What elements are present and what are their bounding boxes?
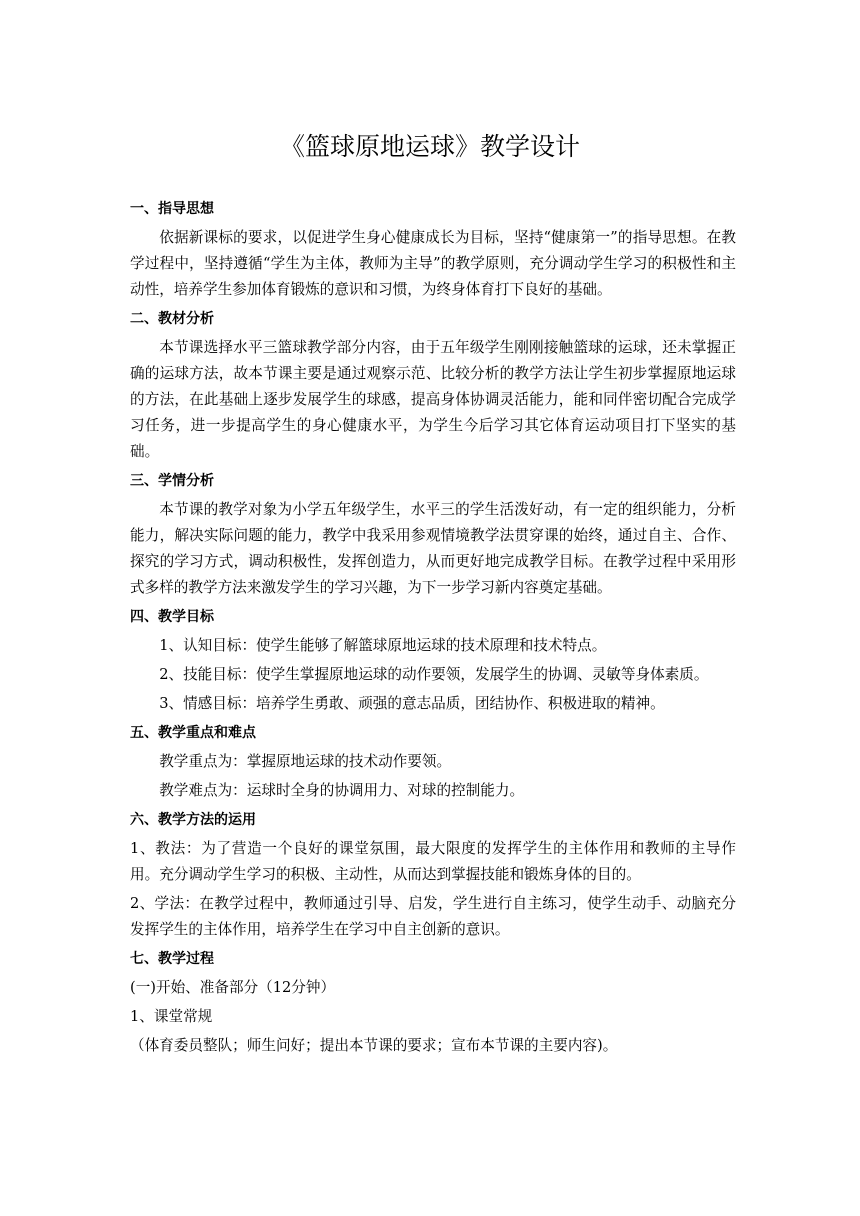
teaching-method-text: 1、教法：为了营造一个良好的课堂氛围，最大限度的发挥学生的主体作用和教师的主导作用。充分调动学生学习的积极、主动性，从而达到掌握技能和锻炼身体的目的。 <box>130 840 736 883</box>
section-text-learner-analysis: 本节课的教学对象为小学五年级学生，水平三的学生活泼好动，有一定的组织能力，分析能力，解决实际问题的能力，教学中我采用参观情境教学法贯穿课的始终，通过自主、合作、探究的学习方式，调动积极性，发挥创造力，从而更好地完成教学目标。在教学过程中采用形式多样的教学方法来激发学生的学习兴趣，为下一步学习新内容奠定基础。 <box>130 501 736 596</box>
process-item-class-routine-detail: （体育委员整队；师生问好；提出本节课的要求；宣布本节课的主要内容)。 <box>130 1037 618 1054</box>
section-heading-material-analysis: 二、教材分析 <box>130 311 214 327</box>
document-body <box>130 196 736 1062</box>
objective-cognitive: 1、认知目标：使学生能够了解篮球原地运球的技术原理和技术特点。 <box>159 637 607 654</box>
section-heading-teaching-methods: 六、教学方法的运用 <box>130 812 256 828</box>
difficult-point: 教学难点为：运球时全身的协调用力、对球的控制能力。 <box>159 782 525 799</box>
learning-method-text: 2、学法：在教学过程中，教师通过引导、启发，学生进行自主练习，使学生动手、动脑充分发挥学生的主体作用，培养学生在学习中自主创新的意识。 <box>130 895 736 938</box>
section-heading-teaching-process: 七、教学过程 <box>130 951 214 967</box>
process-part-start-preparation: (一)开始、准备部分（12分钟） <box>130 979 336 996</box>
process-item-class-routine: 1、课堂常规 <box>130 1008 213 1025</box>
section-text-guiding-ideology: 依据新课标的要求，以促进学生身心健康成长为目标，坚持“健康第一”的指导思想。在教学过程中，坚持遵循“学生为主体，教师为主导”的教学原则，充分调动学生学习的积极性和主动性，培养学生参加体育锻炼的意识和习惯，为终身体育打下良好的基础。 <box>130 229 736 298</box>
section-heading-guiding-ideology: 一、指导思想 <box>130 201 214 217</box>
section-heading-teaching-objectives: 四、教学目标 <box>130 609 214 625</box>
key-point: 教学重点为：掌握原地运球的技术动作要领。 <box>159 753 452 770</box>
document-title: 《篮球原地运球》教学设计 <box>279 132 580 161</box>
objective-skill: 2、技能目标：使学生掌握原地运球的动作要领，发展学生的协调、灵敏等身体素质。 <box>159 666 709 683</box>
section-heading-key-and-difficult-points: 五、教学重点和难点 <box>130 725 256 741</box>
section-text-material-analysis: 本节课选择水平三篮球教学部分内容，由于五年级学生刚刚接触篮球的运球，还未掌握正确的运球方法，故本节课主要是通过观察示范、比较分析的教学方法让学生初步掌握原地运球的方法，在此基础上逐步发展学生的球感，提高身体协调灵活能力，能和同伴密切配合完成学习任务，进一步提高学生的身心健康水平，为学生今后学习其它体育运动项目打下坚实的基础。 <box>130 339 736 460</box>
objective-emotional: 3、情感目标：培养学生勇敢、顽强的意志品质，团结协作、积极进取的精神。 <box>159 695 665 712</box>
section-heading-learner-analysis: 三、学情分析 <box>130 473 214 489</box>
